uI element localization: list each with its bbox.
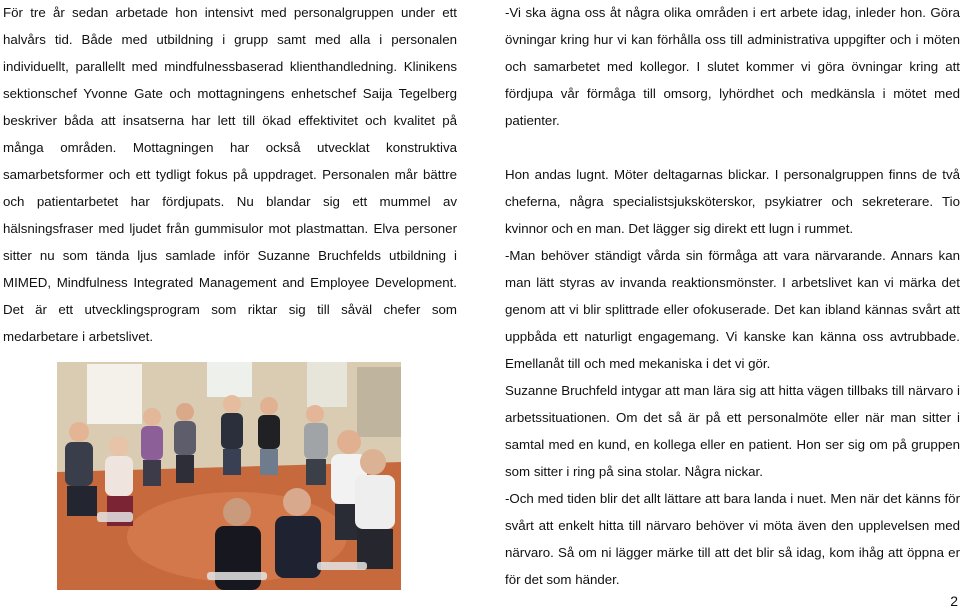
left-text-column — [3, 0, 457, 350]
group-sitting-in-circle-photo — [57, 362, 401, 590]
right-paragraph-4: Suzanne Bruchfeld intygar att man lära sig att hitta vägen tillbaks till närvaro i arbetssituationen. Om det så är på ett personalmöte eller när man sitter i samtal med en kund, en kollega eller en patient. Hon ser sig om på gruppen som sitter i ring på sina stolar. Några nickar. — [505, 383, 960, 479]
paragraph-gap — [505, 134, 960, 161]
right-paragraph-5: -Och med tiden blir det allt lättare att bara landa i nuet. Men när det känns för svårt att enkelt hitta till närvaro behöver vi möta även den upplevelsen med närvaro. Så om ni lägger märke till att det blir så idag, kom ihåg att öppna er för det som händer. — [505, 491, 960, 587]
right-text-column — [505, 0, 960, 593]
right-paragraph-3: -Man behöver ständigt vårda sin förmåga att vara närvarande. Annars kan man lätt styras av invanda reaktionsmönster. I arbetslivet kan vi märka det genom att vi blir splittrade eller ofokuserade. Det kan ibland kännas svårt att uppbåda ett naturligt engagemang. Vi kanske kan känna oss avtrubbade. Emellanåt till och med mekaniska i det vi gör. — [505, 248, 960, 371]
right-paragraph-1: -Vi ska ägna oss åt några olika områden i ert arbete idag, inleder hon. Göra övningar kring hur vi kan förhålla oss till administrativa uppgifter och i möten och samarbetet med kollegor. I slutet kommer vi göra övningar kring att fördjupa vår förmåga till omsorg, lyhördhet och medkänsla i mötet med patienter. — [505, 5, 960, 128]
right-paragraph-2: Hon andas lugnt. Möter deltagarnas blickar. I personalgruppen finns de två cheferna, några specialistsjuksköterskor, psykiatrer och sekreterare. Tio kvinnor och en man. Det lägger sig direkt ett lugn i rummet. — [505, 167, 960, 236]
page-number: 2 — [950, 593, 958, 609]
left-paragraph-1: För tre år sedan arbetade hon intensivt med personalgruppen under ett halvårs tid. Både med utbildning i grupp samt med alla i personalen individuellt, parallellt med mindfulnessbaserad klienthandledning. Klinikens sektionschef Yvonne Gate och mottagningens enhetschef Saija Tegelberg beskriver båda att insatserna har lett till ökad effektivitet och kvalitet på många områden. Mottagningen har också utvecklat konstruktiva samarbetsformer och ett tydligt fokus på uppdraget. Personalen mår bättre och patientarbetet har fördjupats. Nu blandar sig ett mummel av hälsningsfraser med ljudet från gummisulor mot plastmattan. Elva personer sitter nu som tända ljus samlade inför Suzanne Bruchfelds utbildning i MIMED, Mindfulness Integrated Management and Employee Development. Det är ett utvecklingsprogram som riktar sig till såväl chefer som medarbetare i arbetslivet. — [3, 5, 457, 344]
